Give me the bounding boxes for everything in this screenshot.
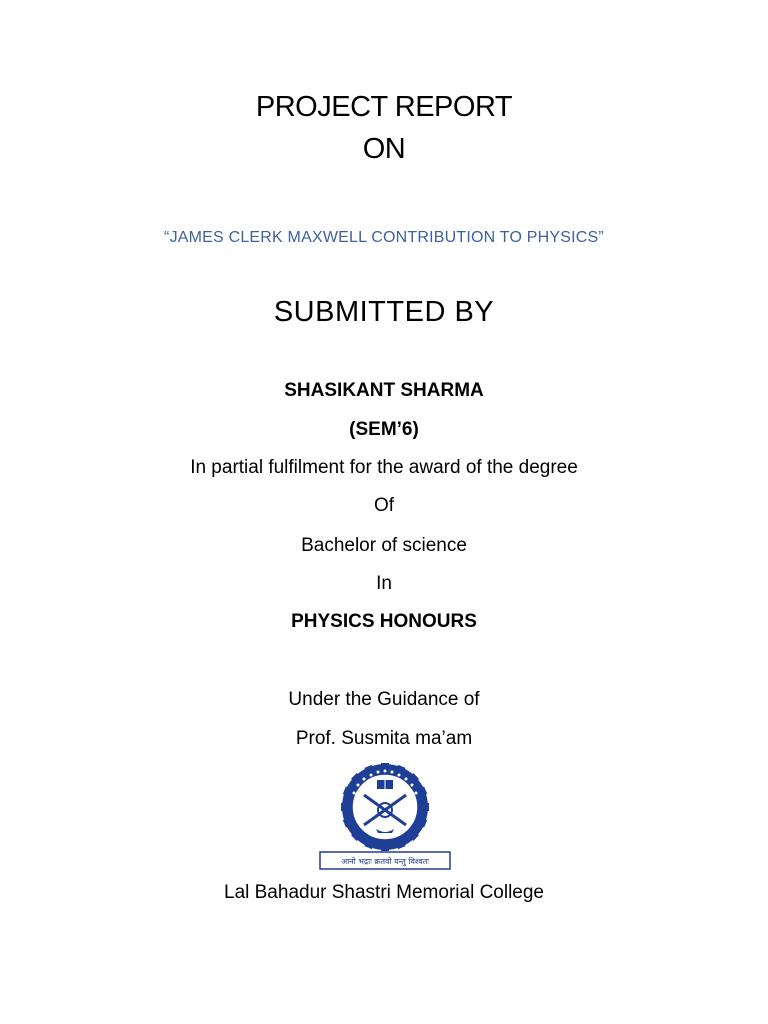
college-emblem-icon — [318, 763, 452, 871]
specialization: PHYSICS HONOURS — [291, 611, 477, 632]
project-subject: “JAMES CLERK MAXWELL CONTRIBUTION TO PHYSICS” — [164, 229, 604, 246]
guide-name: Prof. Susmita ma’am — [295, 728, 473, 749]
college-name: Lal Bahadur Shastri Memorial College — [224, 882, 544, 903]
in-text: In — [376, 573, 392, 594]
guidance-label: Under the Guidance of — [288, 689, 480, 710]
submitted-by-heading: SUBMITTED BY — [273, 296, 495, 328]
report-title-on: ON — [362, 133, 406, 165]
fulfilment-statement: In partial fulfilment for the award of the degree — [190, 457, 578, 478]
report-title: PROJECT REPORT — [255, 91, 513, 123]
semester: (SEM’6) — [349, 419, 419, 440]
student-name: SHASIKANT SHARMA — [284, 380, 484, 401]
of-text: Of — [373, 495, 395, 516]
degree-name: Bachelor of science — [301, 535, 467, 556]
logo-motto: आनो भद्राः क्रतवो यन्तु विश्वतः — [341, 857, 429, 866]
